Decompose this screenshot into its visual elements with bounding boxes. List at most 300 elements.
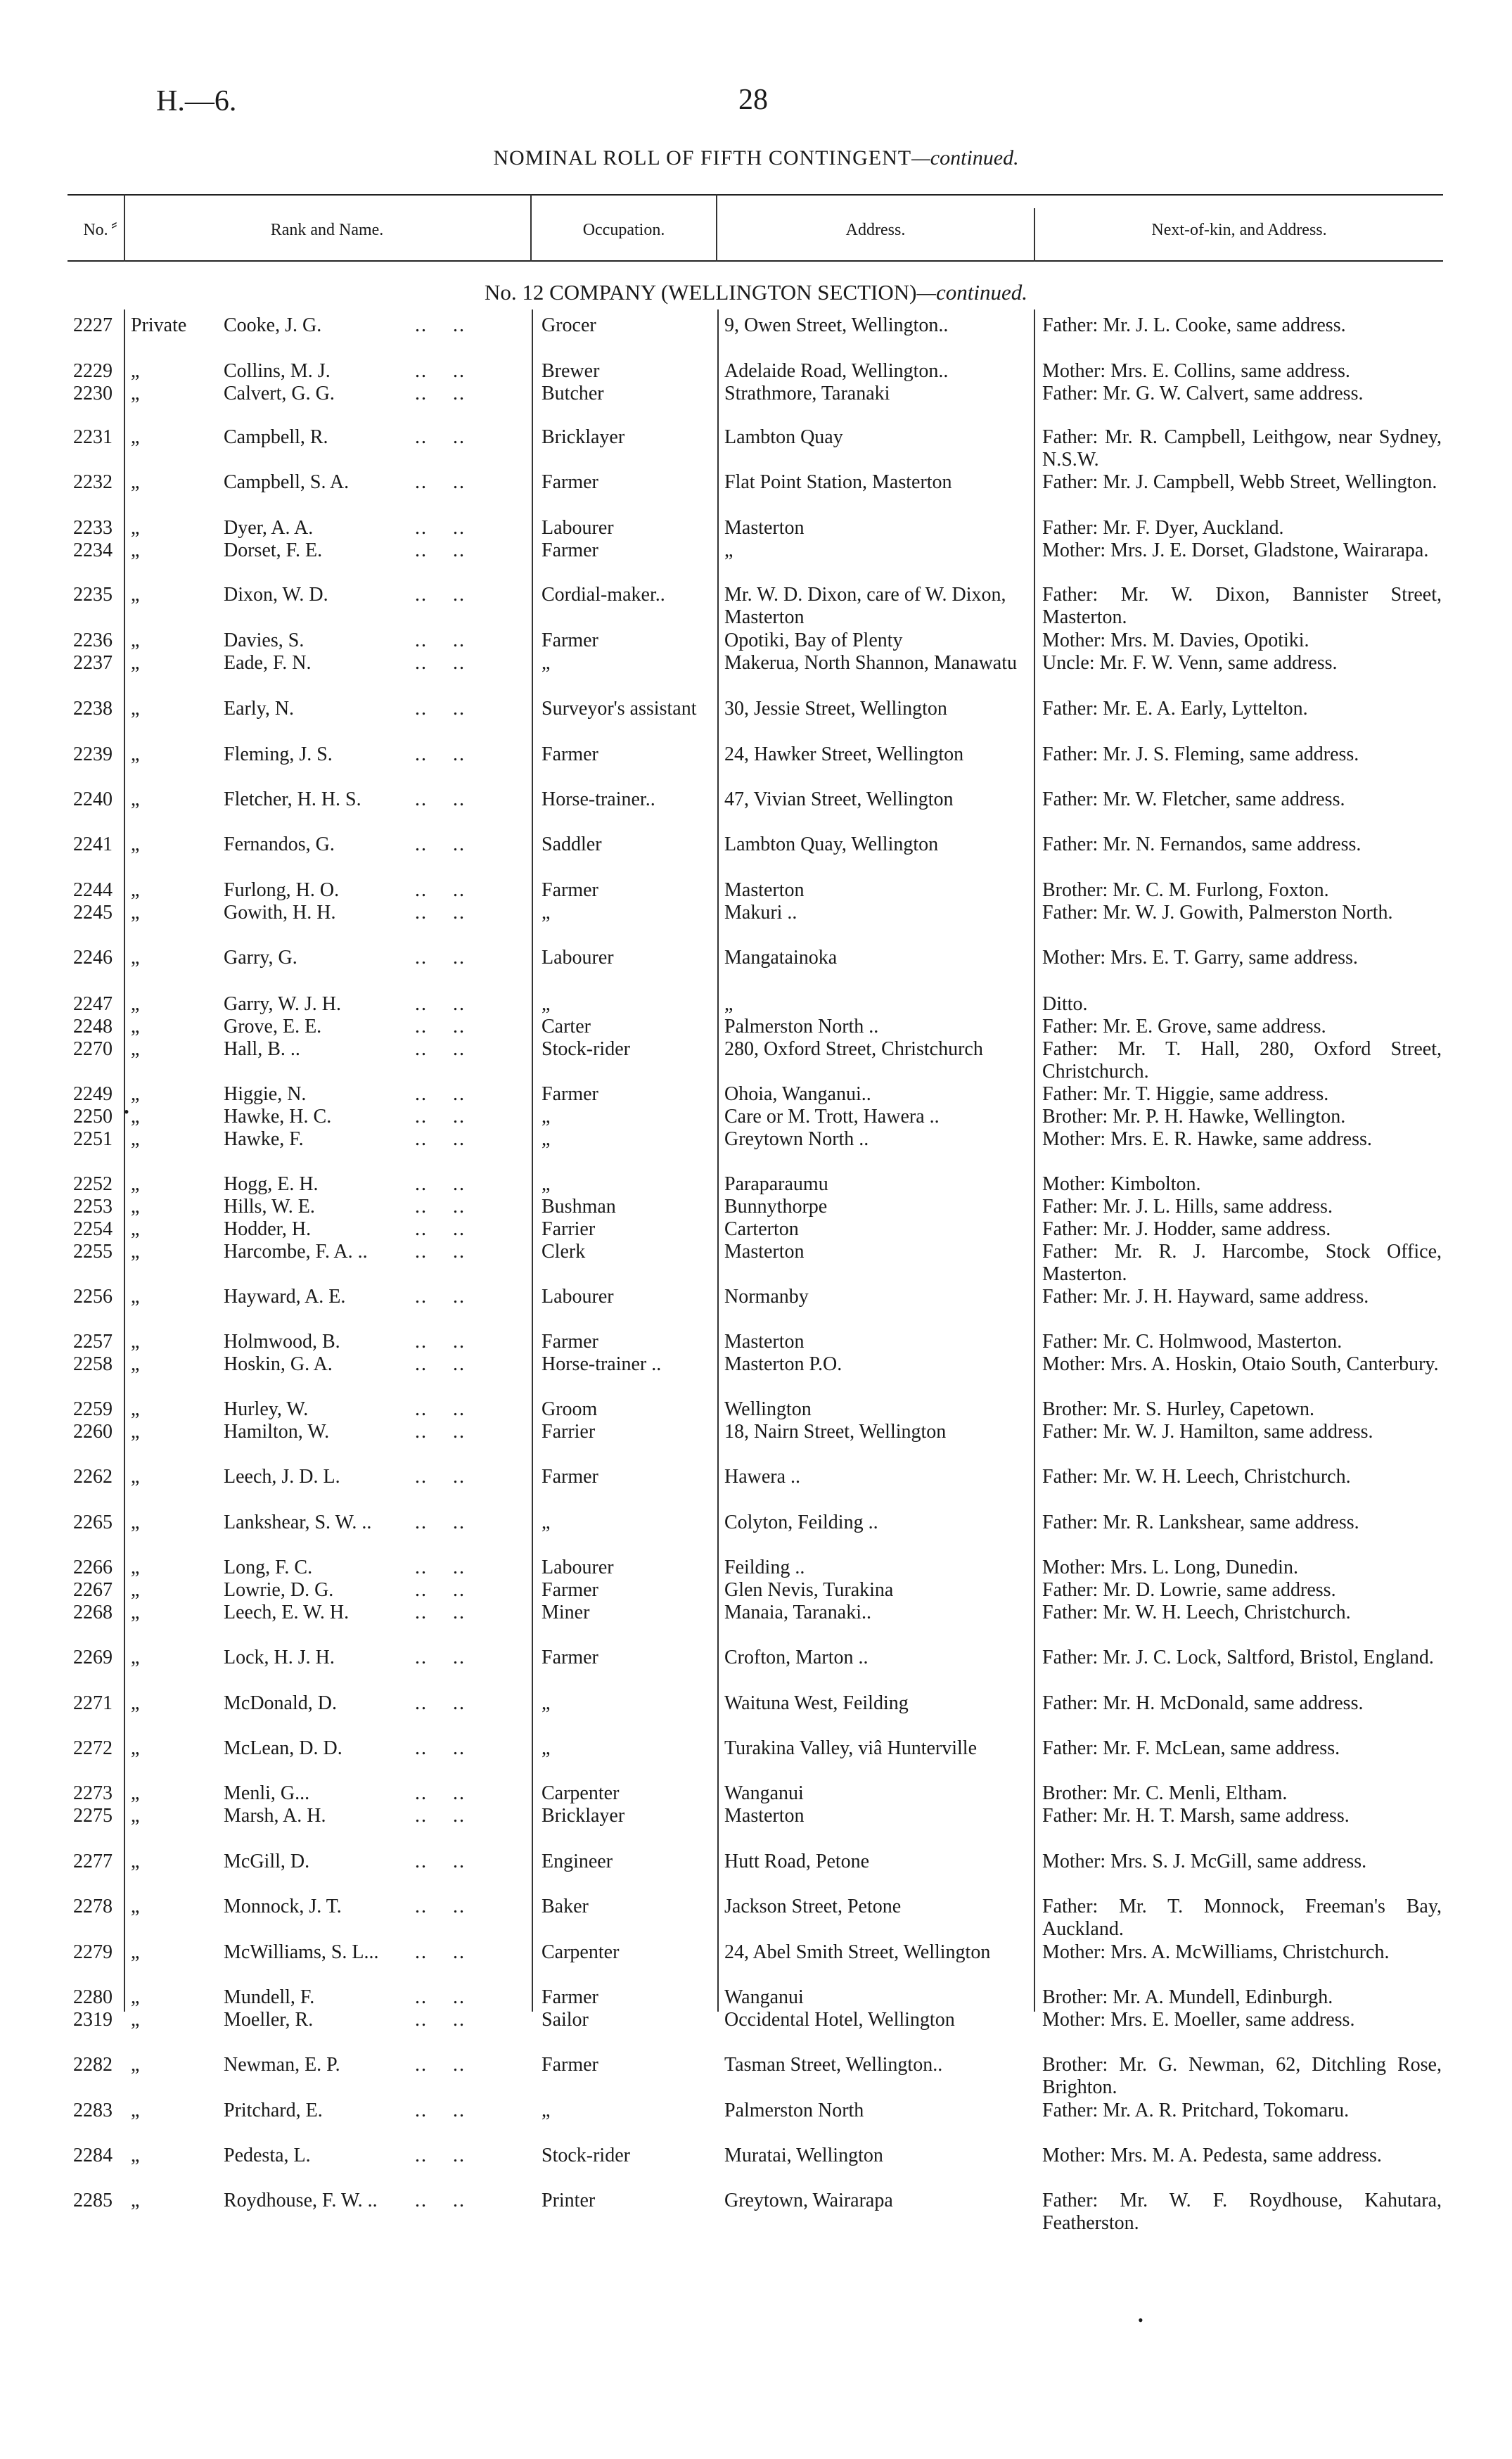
leader-dots: .. ..: [415, 652, 466, 674]
leader-dots: .. ..: [415, 517, 466, 539]
cell-no: 2246: [73, 947, 113, 969]
leader-dots: .. ..: [415, 2190, 466, 2211]
cell-no: 2229: [73, 360, 113, 382]
leader-dots: .. ..: [415, 743, 466, 765]
cell-no: 2270: [73, 1038, 113, 1060]
cell-no: 2232: [73, 471, 113, 493]
cell-rank: „: [131, 471, 140, 493]
cell-rank: „: [131, 1851, 140, 1872]
cell-name: McLean, D. D.: [224, 1737, 342, 1759]
cell-rank: „: [131, 630, 140, 651]
cell-name: Calvert, G. G.: [224, 383, 335, 404]
cell-kin: Father: Mr. W. J. Gowith, Palmerston North.: [1042, 902, 1393, 924]
page-reference: H.—6.: [156, 85, 237, 117]
cell-occ: „: [542, 1512, 551, 1533]
header-divider-2: [530, 194, 532, 262]
cell-addr: 18, Nairn Street, Wellington: [724, 1421, 947, 1443]
cell-addr: Masterton: [724, 1241, 805, 1263]
cell-kin: Father: Mr. R. Lankshear, same address.: [1042, 1512, 1359, 1533]
cell-occ: Farmer: [542, 1986, 598, 2008]
cell-rank: „: [131, 1896, 140, 1917]
margin-mark: ⸗: [111, 214, 117, 234]
cell-kin: Brother: Mr. G. Newman, 62, Ditchling Rose, Brighton.: [1042, 2054, 1442, 2098]
cell-addr: Greytown, Wairarapa: [724, 2190, 893, 2211]
cell-no: 2273: [73, 1782, 113, 1804]
header-next-of-kin: Next-of-kin, and Address.: [1151, 221, 1327, 239]
cell-name: Fleming, J. S.: [224, 743, 333, 765]
cell-name: McWilliams, S. L...: [224, 1941, 379, 1963]
cell-no: 2275: [73, 1805, 113, 1827]
cell-rank: „: [131, 833, 140, 855]
leader-dots: .. ..: [415, 1398, 466, 1420]
cell-kin: Brother: Mr. P. H. Hawke, Wellington.: [1042, 1106, 1346, 1128]
cell-rank: „: [131, 1557, 140, 1578]
cell-addr: Lambton Quay: [724, 426, 843, 448]
cell-addr: Lambton Quay, Wellington: [724, 833, 939, 855]
cell-kin: Father: Mr. H. T. Marsh, same address.: [1042, 1805, 1350, 1827]
cell-no: 2319: [73, 2009, 113, 2031]
cell-occ: Farmer: [542, 879, 598, 901]
cell-addr: Mangatainoka: [724, 947, 838, 969]
cell-name: Hoskin, G. A.: [224, 1353, 333, 1375]
cell-no: 2278: [73, 1896, 113, 1917]
cell-rank: „: [131, 1986, 140, 2008]
cell-addr: Occidental Hotel, Wellington: [724, 2009, 955, 2031]
cell-rank: „: [131, 743, 140, 765]
cell-addr: Crofton, Marton ..: [724, 1647, 869, 1668]
cell-rank: „: [131, 1218, 140, 1240]
leader-dots: .. ..: [415, 1016, 466, 1037]
cell-rank: „: [131, 947, 140, 969]
cell-occ: Farmer: [542, 2054, 598, 2076]
header-occupation: Occupation.: [582, 221, 665, 239]
cell-addr: Hutt Road, Petone: [724, 1851, 870, 1872]
cell-addr: Masterton P.O.: [724, 1353, 843, 1375]
cell-rank: „: [131, 1512, 140, 1533]
cell-addr: Bunnythorpe: [724, 1196, 828, 1218]
cell-rank: „: [131, 1353, 140, 1375]
cell-kin: Father: Mr. F. Dyer, Auckland.: [1042, 517, 1284, 539]
cell-rank: „: [131, 1579, 140, 1601]
cell-kin: Father: Mr. G. W. Calvert, same address.: [1042, 383, 1364, 404]
cell-kin: Father: Mr. W. F. Roydhouse, Kahutara, Featherston.: [1042, 2190, 1442, 2234]
leader-dots: .. ..: [415, 1557, 466, 1578]
cell-kin: Father: Mr. J. L. Cooke, same address.: [1042, 314, 1346, 336]
cell-no: 2241: [73, 833, 113, 855]
cell-rank: „: [131, 1016, 140, 1037]
cell-no: 2256: [73, 1286, 113, 1308]
cell-rank: „: [131, 1692, 140, 1714]
cell-rank: „: [131, 1782, 140, 1804]
cell-no: 2266: [73, 1557, 113, 1578]
cell-rank: „: [131, 1241, 140, 1263]
cell-rank: „: [131, 2009, 140, 2031]
header-address: Address.: [845, 221, 906, 239]
cell-name: Campbell, R.: [224, 426, 328, 448]
cell-occ: „: [542, 1692, 551, 1714]
cell-name: Hills, W. E.: [224, 1196, 315, 1218]
cell-no: 2249: [73, 1083, 113, 1105]
cell-rank: „: [131, 539, 140, 561]
cell-kin: Mother: Mrs. E. Collins, same address.: [1042, 360, 1350, 382]
cell-rank: Private: [131, 314, 187, 336]
cell-addr: Mr. W. D. Dixon, care of W. Dixon, Masterton: [724, 584, 1006, 628]
cell-name: Hodder, H.: [224, 1218, 312, 1240]
leader-dots: .. ..: [415, 471, 466, 493]
cell-name: Davies, S.: [224, 630, 305, 651]
cell-occ: Bricklayer: [542, 1805, 625, 1827]
cell-name: Mundell, F.: [224, 1986, 315, 2008]
cell-occ: Labourer: [542, 947, 614, 969]
cell-no: 2239: [73, 743, 113, 765]
cell-name: McGill, D.: [224, 1851, 310, 1872]
cell-name: McDonald, D.: [224, 1692, 337, 1714]
cell-name: Fletcher, H. H. S.: [224, 788, 361, 810]
cell-name: Moeller, R.: [224, 2009, 314, 2031]
header-divider-1: [124, 194, 125, 262]
cell-name: Lock, H. J. H.: [224, 1647, 335, 1668]
cell-addr: Flat Point Station, Masterton: [724, 471, 952, 493]
cell-rank: „: [131, 993, 140, 1015]
leader-dots: .. ..: [415, 1038, 466, 1060]
leader-dots: .. ..: [415, 1851, 466, 1872]
cell-rank: „: [131, 426, 140, 448]
cell-kin: Father: Mr. E. Grove, same address.: [1042, 1016, 1326, 1037]
cell-rank: „: [131, 2100, 140, 2121]
cell-rank: „: [131, 1128, 140, 1150]
leader-dots: .. ..: [415, 1805, 466, 1827]
cell-occ: Printer: [542, 2190, 596, 2211]
cell-addr: Wanganui: [724, 1986, 804, 2008]
cell-kin: Father: Mr. J. L. Hills, same address.: [1042, 1196, 1333, 1218]
cell-kin: Mother: Mrs. M. Davies, Opotiki.: [1042, 630, 1309, 651]
header-bottom-rule: [68, 260, 1443, 262]
cell-kin: Brother: Mr. S. Hurley, Capetown.: [1042, 1398, 1315, 1420]
cell-kin: Father: Mr. T. Monnock, Freeman's Bay, Auckland.: [1042, 1896, 1442, 1940]
body-divider-3: [717, 309, 719, 2012]
leader-dots: .. ..: [415, 2100, 466, 2121]
leader-dots: .. ..: [415, 1737, 466, 1759]
cell-rank: „: [131, 2054, 140, 2076]
cell-name: Eade, F. N.: [224, 652, 312, 674]
cell-occ: Engineer: [542, 1851, 613, 1872]
title-suffix: —continued.: [911, 146, 1019, 170]
cell-no: 2230: [73, 383, 113, 404]
cell-rank: „: [131, 1106, 140, 1128]
cell-occ: „: [542, 1106, 551, 1128]
page-title: [0, 146, 1512, 170]
cell-rank: „: [131, 1941, 140, 1963]
leader-dots: .. ..: [415, 1782, 466, 1804]
cell-rank: „: [131, 1466, 140, 1488]
cell-addr: Hawera ..: [724, 1466, 801, 1488]
cell-name: Dixon, W. D.: [224, 584, 328, 606]
cell-kin: Father: Mr. H. McDonald, same address.: [1042, 1692, 1364, 1714]
cell-no: 2277: [73, 1851, 113, 1872]
cell-name: Lankshear, S. W. ..: [224, 1512, 372, 1533]
cell-kin: Father: Mr. W. Fletcher, same address.: [1042, 788, 1345, 810]
cell-name: Hall, B. ..: [224, 1038, 300, 1060]
cell-kin: Mother: Mrs. L. Long, Dunedin.: [1042, 1557, 1298, 1578]
cell-occ: Carter: [542, 1016, 591, 1037]
cell-addr: 9, Owen Street, Wellington..: [724, 314, 949, 336]
cell-name: Roydhouse, F. W. ..: [224, 2190, 378, 2211]
cell-rank: „: [131, 2145, 140, 2166]
cell-kin: Father: Mr. E. A. Early, Lyttelton.: [1042, 698, 1308, 720]
cell-kin: Father: Mr. J. C. Lock, Saltford, Bristol, England.: [1042, 1647, 1434, 1668]
leader-dots: .. ..: [415, 383, 466, 404]
cell-occ: Carpenter: [542, 1941, 620, 1963]
body-divider-4: [1034, 309, 1035, 2012]
cell-no: 2245: [73, 902, 113, 924]
leader-dots: .. ..: [415, 1353, 466, 1375]
leader-dots: .. ..: [415, 788, 466, 810]
cell-no: 2234: [73, 539, 113, 561]
cell-kin: Mother: Mrs. E. R. Hawke, same address.: [1042, 1128, 1372, 1150]
cell-occ: Farmer: [542, 743, 598, 765]
page-mark: •: [1138, 2311, 1143, 2329]
cell-occ: „: [542, 1128, 551, 1150]
leader-dots: .. ..: [415, 1218, 466, 1240]
cell-occ: „: [542, 993, 551, 1015]
cell-no: 2268: [73, 1602, 113, 1623]
cell-occ: „: [542, 1737, 551, 1759]
cell-rank: „: [131, 1398, 140, 1420]
cell-addr: Tasman Street, Wellington..: [724, 2054, 943, 2076]
cell-addr: Wellington: [724, 1398, 812, 1420]
cell-kin: Mother: Mrs. S. J. McGill, same address.: [1042, 1851, 1367, 1872]
cell-kin: Father: Mr. W. H. Leech, Christchurch.: [1042, 1466, 1351, 1488]
cell-occ: Surveyor's assistant: [542, 698, 697, 720]
cell-kin: Father: Mr. W. J. Hamilton, same address.: [1042, 1421, 1373, 1443]
leader-dots: .. ..: [415, 539, 466, 561]
cell-addr: 30, Jessie Street, Wellington: [724, 698, 947, 720]
cell-rank: „: [131, 1331, 140, 1353]
leader-dots: .. ..: [415, 1083, 466, 1105]
header-divider-4: [1034, 208, 1035, 262]
leader-dots: .. ..: [415, 1986, 466, 2008]
cell-name: Leech, J. D. L.: [224, 1466, 340, 1488]
leader-dots: .. ..: [415, 1128, 466, 1150]
cell-addr: „: [724, 539, 733, 561]
cell-rank: „: [131, 383, 140, 404]
cell-name: Lowrie, D. G.: [224, 1579, 334, 1601]
cell-addr: 47, Vivian Street, Wellington: [724, 788, 954, 810]
leader-dots: .. ..: [415, 879, 466, 901]
cell-occ: Farmer: [542, 471, 598, 493]
cell-kin: Father: Mr. R. J. Harcombe, Stock Office, Masterton.: [1042, 1241, 1442, 1285]
cell-addr: Strathmore, Taranaki: [724, 383, 890, 404]
cell-kin: Mother: Mrs. M. A. Pedesta, same address.: [1042, 2145, 1382, 2166]
cell-addr: „: [724, 993, 733, 1015]
cell-no: 2283: [73, 2100, 113, 2121]
leader-dots: .. ..: [415, 2009, 466, 2031]
body-divider-1: [124, 309, 125, 2012]
cell-name: Long, F. C.: [224, 1557, 313, 1578]
cell-no: 2258: [73, 1353, 113, 1375]
cell-kin: Father: Mr. N. Fernandos, same address.: [1042, 833, 1362, 855]
cell-kin: Father: Mr. T. Hall, 280, Oxford Street, Christchurch.: [1042, 1038, 1442, 1082]
cell-name: Hamilton, W.: [224, 1421, 330, 1443]
cell-addr: 24, Abel Smith Street, Wellington: [724, 1941, 991, 1963]
cell-name: Newman, E. P.: [224, 2054, 340, 2076]
cell-rank: „: [131, 698, 140, 720]
header-rank-name: Rank and Name.: [270, 221, 384, 239]
cell-no: 2282: [73, 2054, 113, 2076]
cell-addr: Muratai, Wellington: [724, 2145, 883, 2166]
cell-kin: Mother: Kimbolton.: [1042, 1173, 1201, 1195]
cell-occ: Farmer: [542, 630, 598, 651]
cell-no: 2279: [73, 1941, 113, 1963]
cell-addr: Normanby: [724, 1286, 809, 1308]
cell-occ: Groom: [542, 1398, 598, 1420]
cell-name: Hurley, W.: [224, 1398, 309, 1420]
cell-kin: Brother: Mr. A. Mundell, Edinburgh.: [1042, 1986, 1333, 2008]
cell-no: 2248: [73, 1016, 113, 1037]
cell-kin: Father: Mr. D. Lowrie, same address.: [1042, 1579, 1336, 1601]
leader-dots: .. ..: [415, 314, 466, 336]
cell-kin: Father: Mr. C. Holmwood, Masterton.: [1042, 1331, 1343, 1353]
leader-dots: .. ..: [415, 360, 466, 382]
cell-name: Grove, E. E.: [224, 1016, 322, 1037]
leader-dots: .. ..: [415, 1896, 466, 1917]
cell-addr: Makerua, North Shannon, Manawatu: [724, 652, 1018, 674]
cell-no: 2260: [73, 1421, 113, 1443]
cell-no: 2271: [73, 1692, 113, 1714]
cell-no: 2252: [73, 1173, 113, 1195]
cell-no: 2285: [73, 2190, 113, 2211]
cell-addr: Makuri ..: [724, 902, 797, 924]
leader-dots: .. ..: [415, 947, 466, 969]
cell-no: 2259: [73, 1398, 113, 1420]
cell-occ: Stock-rider: [542, 1038, 630, 1060]
cell-occ: Sailor: [542, 2009, 589, 2031]
cell-name: Campbell, S. A.: [224, 471, 350, 493]
cell-no: 2280: [73, 1986, 113, 2008]
margin-dot: •: [124, 1103, 129, 1120]
cell-rank: „: [131, 1805, 140, 1827]
cell-occ: Labourer: [542, 1286, 614, 1308]
cell-rank: „: [131, 1737, 140, 1759]
cell-name: Marsh, A. H.: [224, 1805, 326, 1827]
cell-name: Hayward, A. E.: [224, 1286, 346, 1308]
section-suffix: —continued.: [916, 280, 1028, 305]
cell-occ: Butcher: [542, 383, 604, 404]
cell-kin: Ditto.: [1042, 993, 1088, 1015]
cell-name: Collins, M. J.: [224, 360, 331, 382]
cell-name: Early, N.: [224, 698, 295, 720]
cell-name: Leech, E. W. H.: [224, 1602, 350, 1623]
cell-name: Fernandos, G.: [224, 833, 335, 855]
cell-occ: Carpenter: [542, 1782, 620, 1804]
cell-kin: Father: Mr. J. S. Fleming, same address.: [1042, 743, 1359, 765]
cell-name: Hogg, E. H.: [224, 1173, 319, 1195]
cell-occ: Farmer: [542, 1579, 598, 1601]
cell-rank: „: [131, 879, 140, 901]
cell-name: Harcombe, F. A. ..: [224, 1241, 368, 1263]
cell-no: 2244: [73, 879, 113, 901]
body-divider-2: [532, 309, 533, 2012]
cell-kin: Mother: Mrs. E. Moeller, same address.: [1042, 2009, 1355, 2031]
cell-name: Dyer, A. A.: [224, 517, 314, 539]
leader-dots: .. ..: [415, 630, 466, 651]
cell-no: 2269: [73, 1647, 113, 1668]
cell-kin: Mother: Mrs. A. McWilliams, Christchurch.: [1042, 1941, 1390, 1963]
cell-addr: 24, Hawker Street, Wellington: [724, 743, 964, 765]
cell-name: Higgie, N.: [224, 1083, 307, 1105]
cell-no: 2250: [73, 1106, 113, 1128]
cell-rank: „: [131, 360, 140, 382]
cell-occ: Farmer: [542, 1466, 598, 1488]
cell-addr: Carterton: [724, 1218, 799, 1240]
cell-rank: „: [131, 1286, 140, 1308]
cell-addr: Opotiki, Bay of Plenty: [724, 630, 903, 651]
cell-rank: „: [131, 1083, 140, 1105]
cell-no: 2254: [73, 1218, 113, 1240]
leader-dots: .. ..: [415, 584, 466, 606]
cell-addr: Greytown North ..: [724, 1128, 869, 1150]
cell-rank: „: [131, 652, 140, 674]
cell-addr: Adelaide Road, Wellington..: [724, 360, 949, 382]
cell-occ: Horse-trainer ..: [542, 1353, 662, 1375]
cell-occ: Clerk: [542, 1241, 586, 1263]
leader-dots: .. ..: [415, 2145, 466, 2166]
cell-addr: Masterton: [724, 1805, 805, 1827]
cell-addr: 280, Oxford Street, Christchurch: [724, 1038, 983, 1060]
cell-addr: Masterton: [724, 517, 805, 539]
cell-occ: Baker: [542, 1896, 589, 1917]
cell-kin: Father: Mr. J. H. Hayward, same address.: [1042, 1286, 1369, 1308]
cell-rank: „: [131, 788, 140, 810]
cell-no: 2227: [73, 314, 113, 336]
cell-name: Monnock, J. T.: [224, 1896, 342, 1917]
cell-no: 2284: [73, 2145, 113, 2166]
cell-no: 2236: [73, 630, 113, 651]
cell-name: Pedesta, L.: [224, 2145, 311, 2166]
cell-no: 2251: [73, 1128, 113, 1150]
cell-name: Garry, G.: [224, 947, 297, 969]
cell-occ: Farmer: [542, 1083, 598, 1105]
cell-occ: „: [542, 902, 551, 924]
cell-rank: „: [131, 517, 140, 539]
cell-addr: Masterton: [724, 1331, 805, 1353]
cell-addr: Palmerston North: [724, 2100, 864, 2121]
leader-dots: .. ..: [415, 1421, 466, 1443]
page-number: 28: [738, 84, 768, 116]
cell-addr: Turakina Valley, viâ Hunterville: [724, 1737, 978, 1759]
cell-addr: Ohoia, Wanganui..: [724, 1083, 871, 1105]
cell-kin: Brother: Mr. C. M. Furlong, Foxton.: [1042, 879, 1329, 901]
cell-kin: Mother: Mrs. E. T. Garry, same address.: [1042, 947, 1358, 969]
cell-occ: Farmer: [542, 539, 598, 561]
cell-occ: Labourer: [542, 517, 614, 539]
cell-occ: Brewer: [542, 360, 600, 382]
cell-occ: „: [542, 652, 551, 674]
cell-occ: Farrier: [542, 1421, 596, 1443]
cell-addr: Feilding ..: [724, 1557, 805, 1578]
leader-dots: .. ..: [415, 1331, 466, 1353]
cell-kin: Father: Mr. A. R. Pritchard, Tokomaru.: [1042, 2100, 1350, 2121]
cell-no: 2233: [73, 517, 113, 539]
cell-name: Garry, W. J. H.: [224, 993, 341, 1015]
cell-rank: „: [131, 1421, 140, 1443]
cell-occ: Bricklayer: [542, 426, 625, 448]
title-text: NOMINAL ROLL OF FIFTH CONTINGENT: [493, 146, 912, 170]
cell-addr: Care or M. Trott, Hawera ..: [724, 1106, 940, 1128]
cell-rank: „: [131, 2190, 140, 2211]
cell-rank: „: [131, 1602, 140, 1623]
leader-dots: .. ..: [415, 1602, 466, 1623]
